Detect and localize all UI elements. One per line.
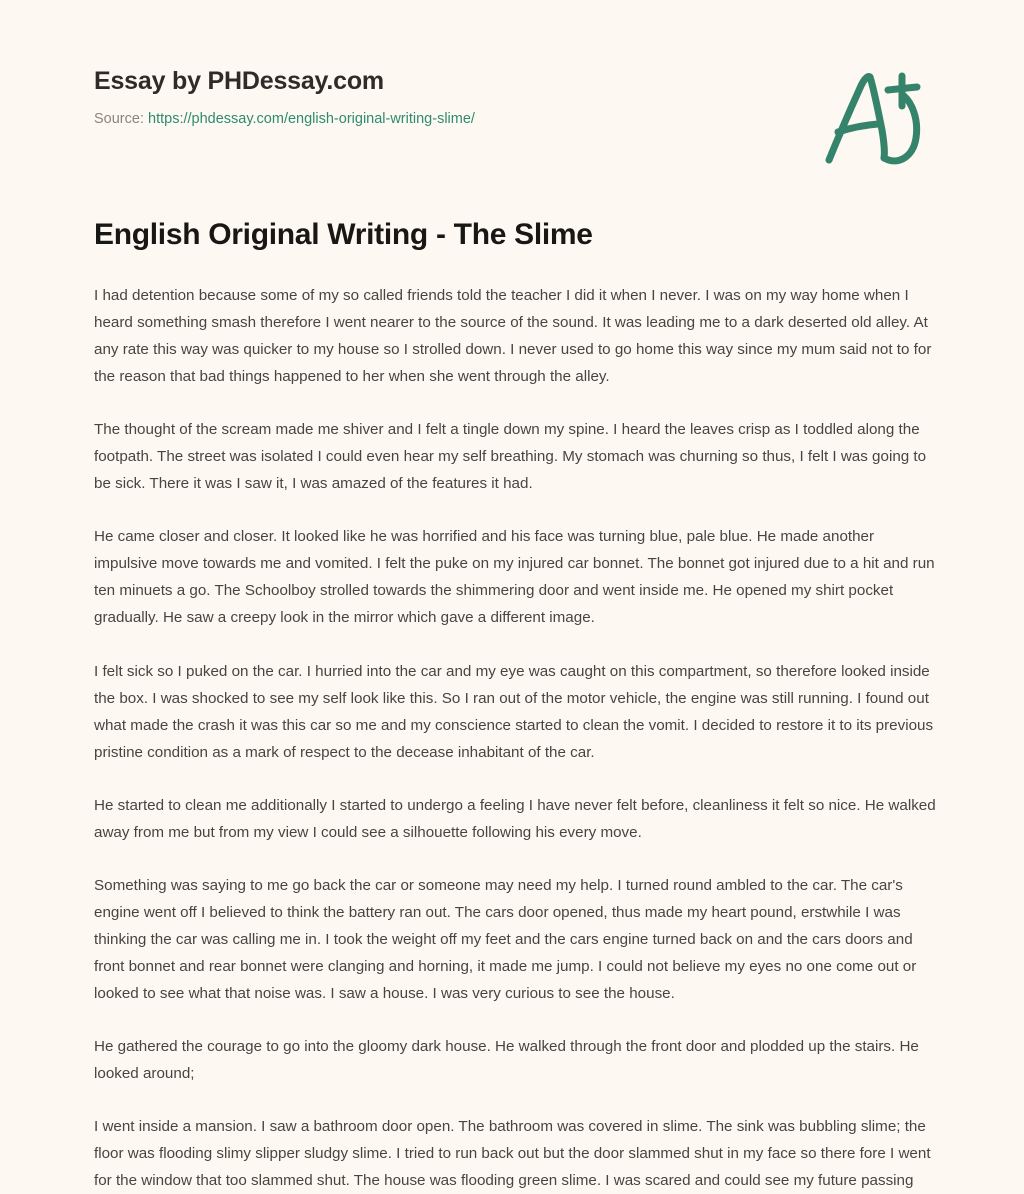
page-header [0, 0, 1024, 180]
essay-paragraph: The thought of the scream made me shiver and I felt a tingle down my spine. I heard the leaves crisp as I toddled along the footpath. The street was isolated I could even hear my self breathing. My stomach was churning so thus, I felt I was going to be sick. There it was I saw it, I was amazed of the features it had. [94, 421, 927, 493]
essay-paragraph: Something was saying to me go back the car or someone may need my help. I turned round ambled to the car. The car's engine went off I believed to think the battery ran out. The cars door opened, thus made my heart pound, erstwhile I was thinking the car was calling me in. I took the weight off my feet and the cars engine turned back on and the cars doors and front bonnet and rear bonnet were clanging and horning, it made me jump. I could not believe my eyes no one come out or looked to see what that noise was. I saw a house. I was very curious to see the house. [94, 876, 917, 1002]
essay-body [94, 282, 938, 1194]
essay-paragraph: He started to clean me additionally I started to undergo a feeling I have never felt before, cleanliness it felt so nice. He walked away from me but from my view I could see a silhouette following his every move. [94, 796, 936, 841]
source-line [94, 110, 475, 129]
essay-paragraph: I went inside a mansion. I saw a bathroom door open. The bathroom was covered in slime. The sink was bubbling slime; the floor was flooding slimy slipper sludgy slime. I tried to run back out but the door slammed shut in my face so there fore I went for the window that too slammed shut. The house was flooding green slime. I was scared and could see my future passing [94, 1118, 931, 1190]
essay-paragraph: He gathered the courage to go into the gloomy dark house. He walked through the front door and plodded up the stairs. He looked around; [94, 1038, 919, 1083]
source-url-link[interactable]: https://phdessay.com/english-original-writing-slime/ [148, 111, 475, 127]
essay-paragraph: I felt sick so I puked on the car. I hurried into the car and my eye was caught on this compartment, so therefore looked inside the box. I was shocked to see my self look like this. So I ran out of the motor vehicle, the engine was still running. I found out what made the crash it was this car so me and my conscience started to clean the vomit. I decided to restore it to its previous pristine condition as a mark of respect to the decease inhabitant of the car. [94, 662, 934, 761]
source-label: Source: [94, 111, 144, 127]
essay-paragraph: I had detention because some of my so called friends told the teacher I did it when I never. I was on my way home when I heard something smash therefore I went nearer to the source of the sound. It was leading me to a dark deserted old alley. At any rate this way was quicker to my house so I strolled down. I never used to go home this way since my mum said not to for the reason that bad things happened to her when she went through the alley. [94, 287, 932, 386]
brand-block [94, 66, 475, 129]
essay-paragraph: He came closer and closer. It looked like he was horrified and his face was turning blue, pale blue. He made another impulsive move towards me and vomited. I felt the puke on my injured car bonnet. The bonnet got injured due to a hit and run ten minuets a go. The Schoolboy strolled towards the shimmering door and went inside me. He opened my shirt pocket gradually. He saw a creepy look in the mirror which gave a different image. [94, 528, 935, 627]
aplus-logo-icon [812, 62, 932, 172]
brand-title: Essay by PHDessay.com [94, 67, 384, 95]
page-title: English Original Writing - The Slime [94, 218, 593, 251]
